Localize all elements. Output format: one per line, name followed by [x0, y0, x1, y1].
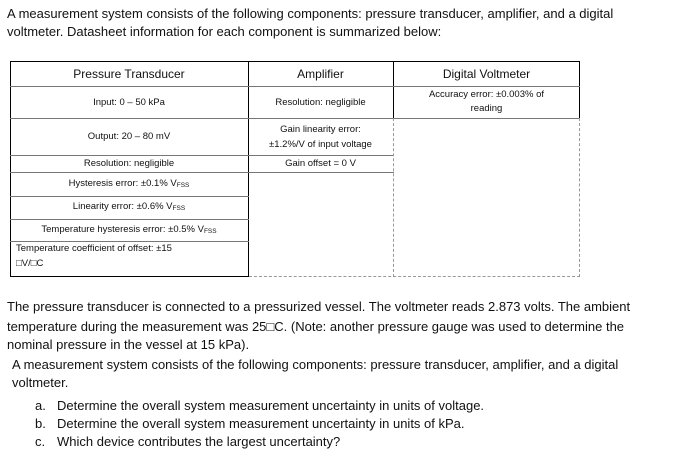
- temp-coeff-line-1: Temperature coefficient of offset: ±15: [16, 243, 172, 254]
- fss-subscript: FSS: [176, 181, 190, 189]
- fss-subscript: FSS: [172, 205, 186, 212]
- temp-coeff-line-2: □V/□C: [16, 258, 44, 269]
- header-pressure-transducer: Pressure Transducer: [73, 66, 185, 81]
- amplifier-resolution: Resolution: negligible: [275, 96, 366, 108]
- intro-line-1: A measurement system consists of the following components: pressure transducer, amplifier, and a digital: [7, 6, 614, 21]
- transducer-temp-coefficient: [10, 241, 248, 276]
- transducer-hysteresis: [10, 172, 248, 196]
- question-marker: b.: [35, 416, 46, 431]
- question-text: Which device contributes the largest uncertainty?: [57, 434, 341, 449]
- fss-subscript: FSS: [203, 227, 217, 235]
- dashed-bottom: [249, 276, 580, 277]
- question-item: [35, 397, 484, 415]
- question-item: [35, 433, 484, 451]
- gain-linearity-line-2: ±1.2%/V of input voltage: [269, 138, 372, 150]
- transducer-linearity: [10, 196, 248, 219]
- temp-hysteresis-text: Temperature hysteresis error: ±0.5% V: [41, 223, 204, 235]
- transducer-resolution: Resolution: negligible: [83, 158, 175, 169]
- question-marker: c.: [35, 434, 46, 449]
- hysteresis-text: Hysteresis error: ±0.1% V: [68, 177, 177, 189]
- linearity-text: Linearity error: ±0.6% V: [72, 201, 173, 212]
- intro-repeat-paragraph: [12, 356, 674, 392]
- transducer-output: Output: 20 – 80 mV: [87, 131, 171, 142]
- voltmeter-accuracy: [393, 86, 580, 118]
- intro-repeat-line-2: voltmeter.: [12, 375, 69, 390]
- closing-paragraph: [7, 298, 669, 354]
- amplifier-gain-linearity: [248, 118, 393, 155]
- amplifier-gain-offset: Gain offset = 0 V: [285, 158, 356, 169]
- table-border-bottom-left: [10, 276, 249, 277]
- question-item: [35, 415, 484, 433]
- gain-linearity-line-1: Gain linearity error:: [280, 123, 361, 135]
- question-text: Determine the overall system measurement uncertainty in units of voltage.: [57, 398, 485, 413]
- transducer-temp-hysteresis: [10, 219, 248, 241]
- closing-line-2: temperature during the measurement was 25□C. (Note: another pressure gauge was used to determine the: [7, 319, 625, 334]
- closing-line-3: nominal pressure in the vessel at 15 kPa).: [7, 337, 250, 352]
- intro-repeat-line-1: A measurement system consists of the following components: pressure transducer, amplifier, and a digital: [12, 357, 619, 372]
- header-amplifier: Amplifier: [297, 66, 344, 81]
- datasheet-table: [10, 61, 580, 277]
- question-text: Determine the overall system measurement uncertainty in units of kPa.: [57, 416, 465, 431]
- dashed-col-2: [393, 118, 394, 277]
- closing-line-1: The pressure transducer is connected to a pressurized vessel. The voltmeter reads 2.873 volts. The ambient: [7, 299, 631, 314]
- dashed-col-right: [579, 118, 580, 277]
- transducer-input: Input: 0 – 50 kPa: [93, 96, 165, 108]
- intro-line-2: voltmeter. Datasheet information for each component is summarized below:: [7, 24, 442, 39]
- intro-paragraph: [7, 5, 669, 41]
- question-list: [35, 397, 484, 451]
- accuracy-line-1: Accuracy error: ±0.003% of: [428, 89, 545, 100]
- header-digital-voltmeter: Digital Voltmeter: [442, 66, 531, 81]
- accuracy-line-2: reading: [470, 103, 503, 114]
- question-marker: a.: [35, 398, 46, 413]
